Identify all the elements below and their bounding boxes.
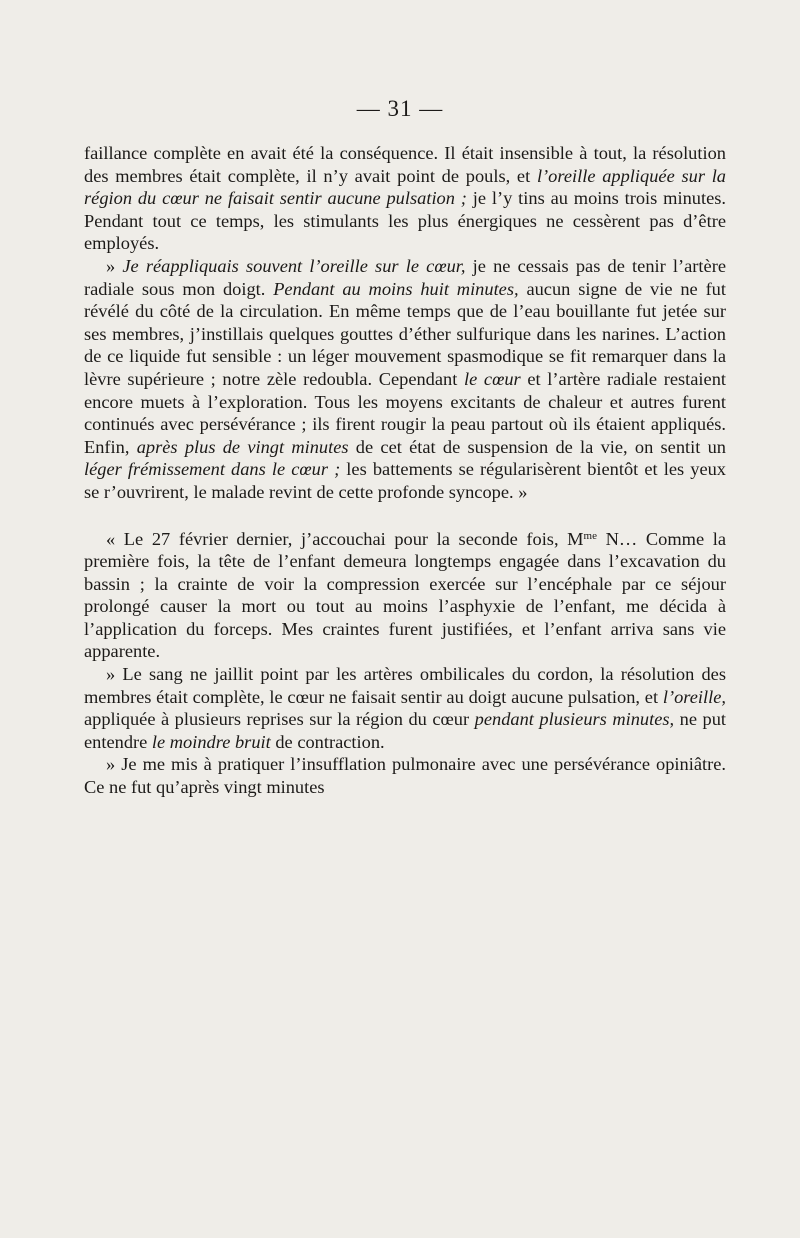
text-run: aucun signe de vie ne fut révélé du côté de la circulation. En même temps que de l’eau bouillante fut jetée sur ses membres, j’instillais quelques gouttes d’éther sulfurique dans les narines. L’action de ce liquide fut sensible : un léger mouvement spasmodique se fit remarquer dans la lèvre supérieure ; notre zèle redoubla. Cependant: [84, 278, 726, 389]
italic-text: pendant plusieurs minutes,: [474, 709, 675, 730]
superscript-text: me: [583, 529, 597, 542]
paragraph-3: [84, 528, 726, 664]
paragraph-4: [84, 663, 726, 753]
italic-text: le moindre bruit: [151, 731, 271, 752]
italic-text: Pendant au moins huit minutes,: [273, 278, 519, 299]
text-run: appliquée à plusieurs reprises sur la région du cœur: [84, 709, 475, 730]
text-run: » Le sang ne jaillit point par les artères ombilicales du cordon, la résolution des membres était complète, le cœur ne faisait sentir au doigt aucune pulsation, et: [84, 664, 726, 707]
text-run: « Le 27 février dernier, j’accouchai pour la seconde fois, M: [106, 528, 584, 549]
text-run: de contraction.: [270, 731, 385, 752]
italic-text: l’oreille appliquée sur la région du cœur ne faisait sentir aucune pulsation ;: [84, 165, 727, 209]
text-run: »: [106, 255, 123, 276]
italic-text: Je réappliquais souvent l’oreille sur le cœur,: [122, 255, 466, 276]
italic-text: le cœur: [464, 368, 521, 389]
text-run: et l’artère radiale restaient encore muets à l’exploration. Tous les moyens excitants de chaleur et autres furent continués avec persévérance ; ils firent rougir la peau partout où ils étaient appliqués. Enfin,: [84, 368, 727, 457]
paragraph-1: [84, 142, 726, 255]
body-text: [84, 142, 726, 799]
page-number: — 31 —: [356, 96, 444, 121]
text-run: je l’y tins au moins trois minutes. Pendant tout ce temps, les stimulants les plus énergiques ne cessèrent pas d’être employés.: [84, 188, 726, 254]
paragraph-2: [84, 255, 726, 504]
paragraph-5: [84, 753, 726, 798]
text-run: les battements se régularisèrent bientôt et les yeux se r’ouvrirent, le malade revint de cette profonde syncope. »: [84, 459, 726, 502]
text-run: je ne cessais pas de tenir l’artère radiale sous mon doigt.: [84, 255, 726, 299]
text-run: de cet état de suspension de la vie, on sentit un: [348, 436, 726, 457]
italic-text: léger frémissement dans le cœur ;: [84, 459, 341, 480]
text-run: ne put entendre: [84, 709, 726, 752]
text-run: » Je me mis à pratiquer l’insufflation pulmonaire avec une persévérance opiniâtre. Ce ne fut qu’après vingt minutes: [84, 754, 726, 798]
italic-text: l’oreille,: [662, 686, 726, 707]
text-run: N… Comme la première fois, la tête de l’enfant demeura longtemps engagée dans l’excavation du bassin ; la crainte de voir la compression exercée sur l’encéphale par ce séjour prolongé causer la mort ou tout au moins l’asphyxie de l’enfant, me décida à l’application du forceps. Mes craintes furent justifiées, et l’enfant arriva sans vie apparente.: [84, 528, 726, 662]
text-run: faillance complète en avait été la conséquence. Il était insensible à tout, la résolution des membres était complète, il n’y avait point de pouls, et: [84, 143, 726, 186]
italic-text: après plus de vingt minutes: [136, 436, 349, 457]
